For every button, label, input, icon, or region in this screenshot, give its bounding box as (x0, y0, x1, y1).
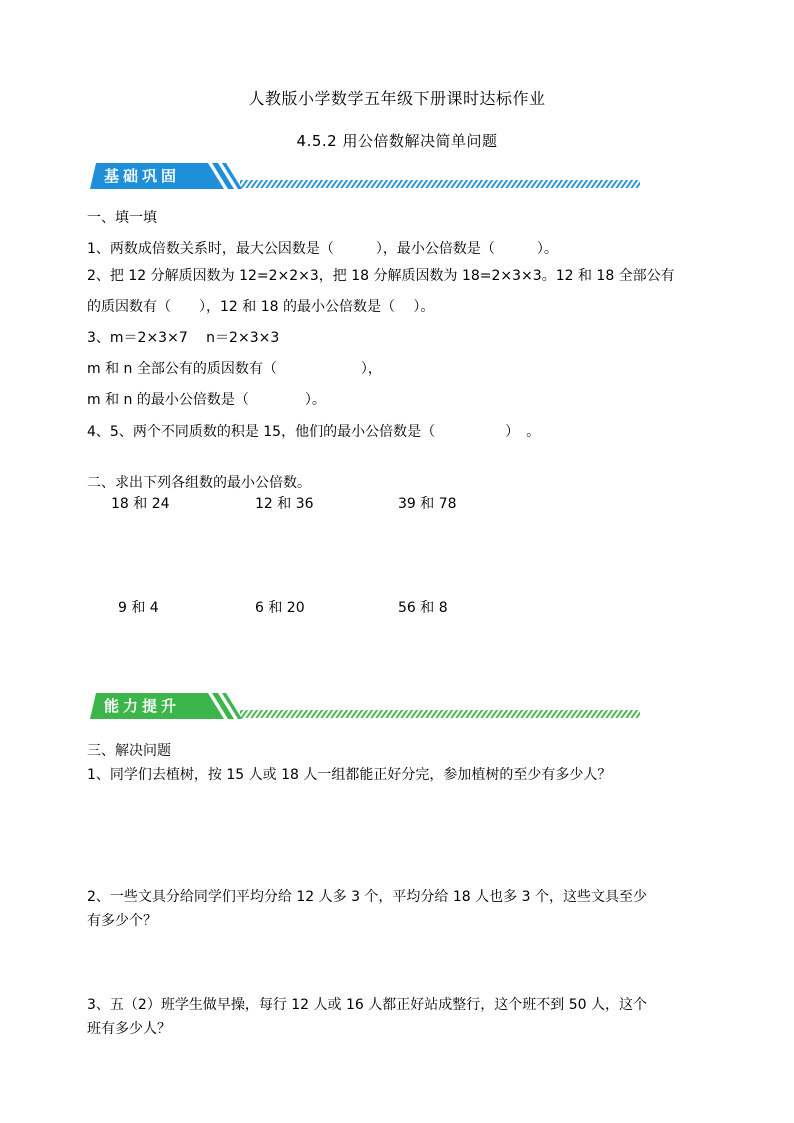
question-3-line-3: m 和 n 的最小公倍数是（ ）。 (87, 392, 326, 408)
lcm-pair: 39 和 78 (398, 496, 457, 512)
lcm-pair: 6 和 20 (255, 600, 305, 616)
problem-1: 1、同学们去植树，按 15 人或 18 人一组都能正好分完，参加植树的至少有多少人？ (87, 767, 612, 783)
question-2-line-2: 的质因数有（ ），12 和 18 的最小公倍数是（ ）。 (87, 299, 435, 315)
question-3-line-2: m 和 n 全部公有的质因数有（ ）， (87, 361, 382, 377)
lcm-pair: 18 和 24 (111, 496, 170, 512)
problem-2-line-2: 有多少个？ (87, 913, 157, 929)
lcm-pair: 12 和 36 (255, 496, 314, 512)
question-1: 1、两数成倍数关系时，最大公因数是（ ），最小公倍数是（ ）。 (87, 241, 558, 257)
page-title: 人教版小学数学五年级下册课时达标作业 (248, 89, 546, 108)
section-2-heading: 二、求出下列各组数的最小公倍数。 (87, 475, 311, 491)
question-2-line-1: 2、把 12 分解质因数为 12=2×2×3，把 18 分解质因数为 18=2×3×3。12 和 18 全部公有 (87, 268, 675, 284)
section-1-heading: 一、填一填 (87, 210, 157, 226)
banner-advanced-label: 能力提升 (104, 697, 181, 715)
problem-3-line-1: 3、五（2）班学生做早操，每行 12 人或 16 人都正好站成整行，这个班不到 50 人，这个 (87, 997, 647, 1013)
lcm-pair: 9 和 4 (118, 600, 159, 616)
section-3-heading: 三、解决问题 (87, 743, 171, 759)
problem-3-line-2: 班有多少人？ (87, 1021, 171, 1037)
question-4: 4、5、两个不同质数的积是 15，他们的最小公倍数是（ ） 。 (87, 424, 541, 440)
section-banner-advanced (90, 690, 645, 722)
page-subtitle: 4.5.2 用公倍数解决简单问题 (296, 132, 498, 150)
lcm-pair: 56 和 8 (398, 600, 448, 616)
banner-basic-label: 基础巩固 (104, 167, 181, 185)
question-3-line-1: 3、m＝2×3×7 n＝2×3×3 (87, 330, 280, 346)
problem-2-line-1: 2、一些文具分给同学们平均分给 12 人多 3 个，平均分给 18 人也多 3 个，这些文具至少 (87, 889, 647, 905)
section-banner-basic (90, 160, 645, 192)
